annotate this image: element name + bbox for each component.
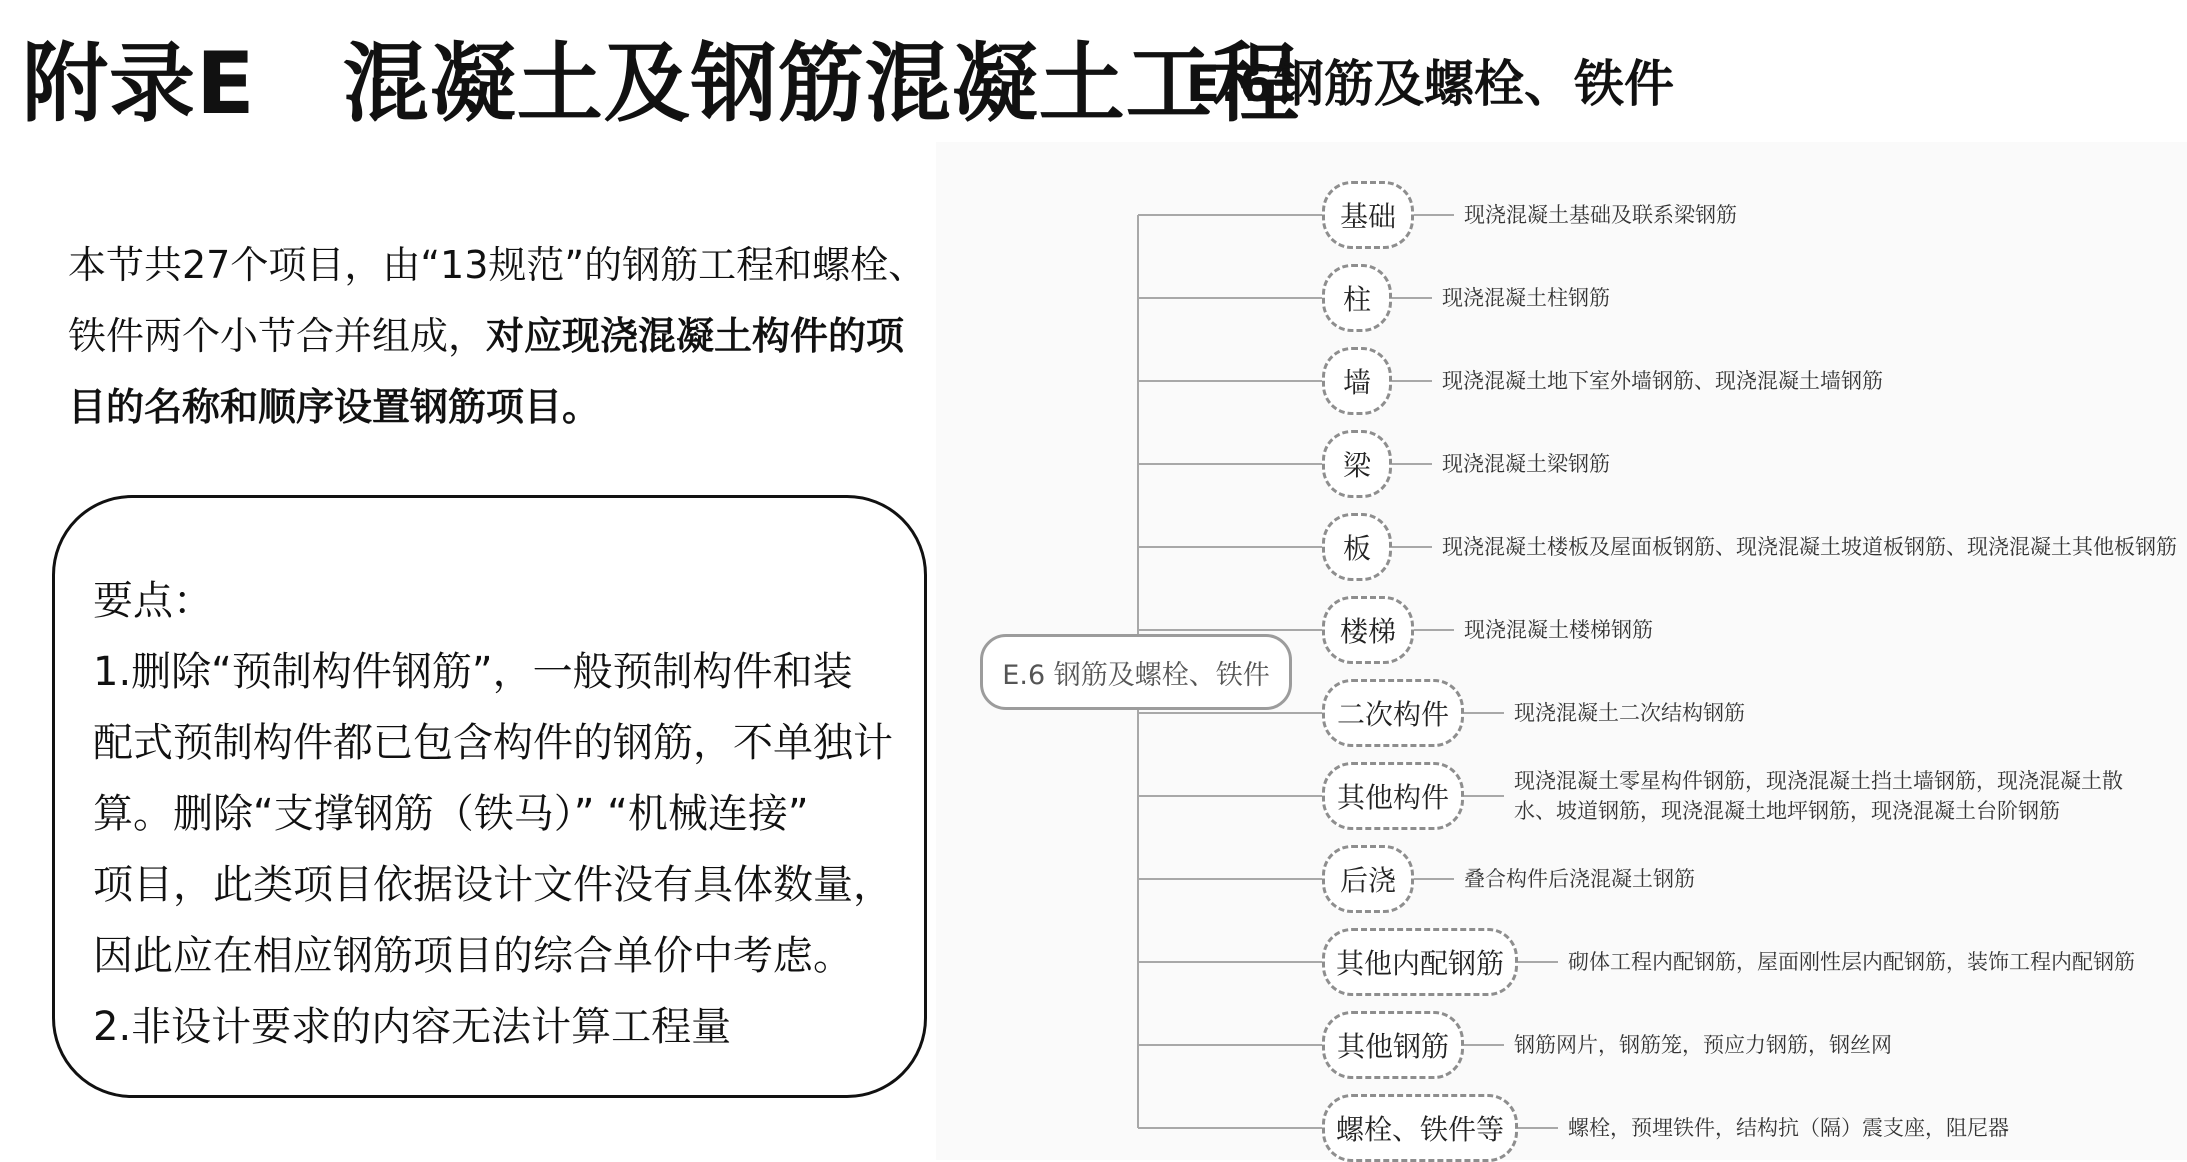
branch-node: 二次构件 <box>1322 679 1464 747</box>
branch-description <box>1442 283 1610 313</box>
branch-description <box>1464 864 1695 894</box>
branch-description <box>1514 698 1745 728</box>
page-title: 附录E 混凝土及钢筋混凝土工程 <box>22 34 1300 134</box>
branch-description <box>1442 449 1610 479</box>
branch-description-line: 现浇混凝土基础及联系梁钢筋 <box>1464 203 1737 227</box>
branch-node: 墙 <box>1322 347 1392 415</box>
branch-description-line: 现浇混凝土地下室外墙钢筋、现浇混凝土墙钢筋 <box>1442 369 1883 393</box>
branch-description-line: 叠合构件后浇混凝土钢筋 <box>1464 867 1695 891</box>
branch-description <box>1464 615 1653 645</box>
branch-node: 基础 <box>1322 181 1414 249</box>
branch-description <box>1568 947 2135 977</box>
key-point-line: 2.非设计要求的内容无法计算工程量 <box>93 1004 732 1050</box>
branch-description <box>1464 200 1737 230</box>
key-point-line: 因此应在相应钢筋项目的综合单价中考虑。 <box>93 933 853 979</box>
branch-description-line: 现浇混凝土零星构件钢筋，现浇混凝土挡土墙钢筋，现浇混凝土散 <box>1514 769 2123 793</box>
branch-description <box>1568 1113 2009 1143</box>
branch-node: 楼梯 <box>1322 596 1414 664</box>
branch-description-line: 螺栓，预埋铁件，结构抗（隔）震支座，阻尼器 <box>1568 1116 2009 1140</box>
key-point-line: 算。删除“支撑钢筋（铁马）” “机械连接” <box>93 791 809 837</box>
branch-node: 板 <box>1322 513 1392 581</box>
branch-description <box>1514 766 2123 826</box>
branch-description <box>1442 366 1883 396</box>
branch-description <box>1442 532 2177 562</box>
branch-node: 柱 <box>1322 264 1392 332</box>
branch-node: 其他构件 <box>1322 762 1464 830</box>
branch-description-line: 现浇混凝土柱钢筋 <box>1442 286 1610 310</box>
branch-description-line: 水、坡道钢筋，现浇混凝土地坪钢筋，现浇混凝土台阶钢筋 <box>1514 799 2060 823</box>
branch-node: 梁 <box>1322 430 1392 498</box>
branch-description-line: 砌体工程内配钢筋，屋面刚性层内配钢筋，装饰工程内配钢筋 <box>1568 950 2135 974</box>
key-point-line: 配式预制构件都已包含构件的钢筋，不单独计 <box>93 720 893 766</box>
branch-node: 后浇 <box>1322 845 1414 913</box>
section-subtitle: E.6钢筋及螺栓、铁件 <box>1186 55 1674 113</box>
branch-description-line: 现浇混凝土楼梯钢筋 <box>1464 618 1653 642</box>
key-point-line: 项目，此类项目依据设计文件没有具体数量， <box>93 862 893 908</box>
key-points-heading: 要点： <box>93 578 213 624</box>
key-point-line: 1.删除“预制构件钢筋”，一般预制构件和装 <box>93 649 853 695</box>
branch-description-line: 钢筋网片，钢筋笼，预应力钢筋，钢丝网 <box>1514 1033 1892 1057</box>
branch-node: 螺栓、铁件等 <box>1322 1094 1518 1162</box>
intro-emphasis: 对应现浇混凝土构件的项目的名称和顺序设置钢筋项目。 <box>68 314 905 429</box>
mind-map-root: E.6 钢筋及螺栓、铁件 <box>980 634 1292 710</box>
branch-description <box>1514 1030 1892 1060</box>
branch-description-line: 现浇混凝土二次结构钢筋 <box>1514 701 1745 725</box>
branch-node: 其他钢筋 <box>1322 1011 1464 1079</box>
intro-text: 本节共27个项目，由“13规范”的钢筋工程和螺栓、铁件两个小节合并组成， <box>68 243 927 358</box>
branch-description-line: 现浇混凝土楼板及屋面板钢筋、现浇混凝土坡道板钢筋、现浇混凝土其他板钢筋 <box>1442 535 2177 559</box>
branch-description-line: 现浇混凝土梁钢筋 <box>1442 452 1610 476</box>
branch-node: 其他内配钢筋 <box>1322 928 1518 996</box>
